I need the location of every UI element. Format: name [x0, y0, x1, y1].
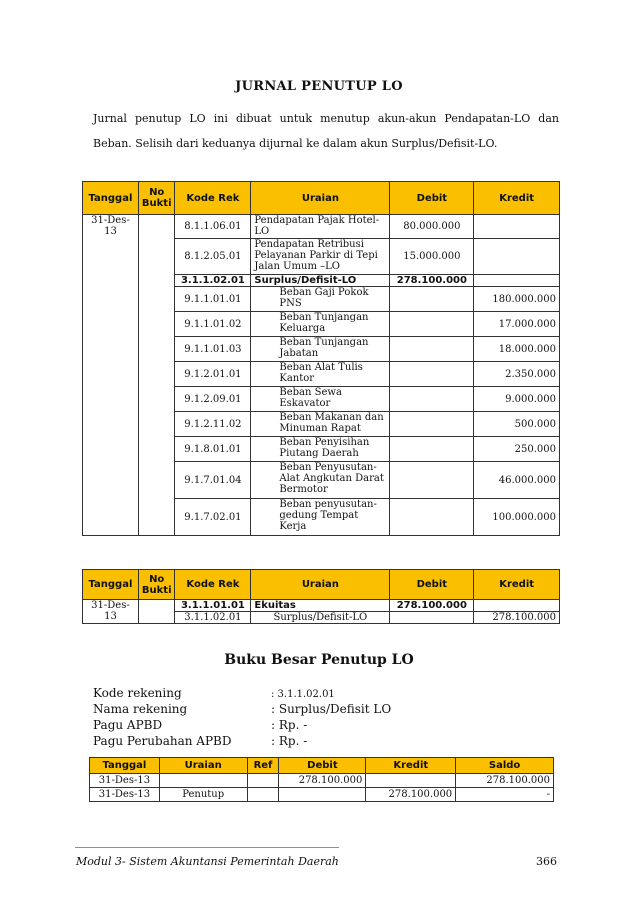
uraian-cell: Surplus/Defisit-LO	[251, 612, 390, 624]
ledger-info-nama	[93, 701, 391, 717]
uraian-cell: Beban Penyusutan-Alat Angkutan Darat Bermotor	[251, 462, 390, 499]
header-kredit: Kredit	[474, 182, 560, 215]
debit-cell	[390, 337, 474, 362]
debit-cell	[390, 499, 474, 536]
debit-cell: 278.100.000	[279, 774, 366, 788]
header-no-bukti: No Bukti	[138, 570, 175, 600]
debit-cell	[390, 437, 474, 462]
tanggal-cell: 31-Des-13	[90, 788, 160, 802]
table-row	[90, 788, 554, 802]
kredit-cell: 500.000	[474, 412, 560, 437]
uraian-cell: Surplus/Defisit-LO	[251, 275, 390, 287]
kredit-cell: 250.000	[474, 437, 560, 462]
saldo-cell: 278.100.000	[456, 774, 554, 788]
kode-cell: 9.1.8.01.01	[175, 437, 251, 462]
debit-cell: 80.000.000	[390, 215, 474, 239]
uraian-cell: Beban Tunjangan Jabatan	[251, 337, 390, 362]
table-row	[83, 600, 560, 612]
debit-cell	[390, 287, 474, 312]
header-tanggal: Tanggal	[90, 758, 160, 774]
header-kredit: Kredit	[366, 758, 456, 774]
header-kode-rek: Kode Rek	[175, 570, 251, 600]
kredit-cell	[474, 239, 560, 275]
debit-cell	[390, 462, 474, 499]
kredit-cell: 18.000.000	[474, 337, 560, 362]
debit-cell	[390, 412, 474, 437]
kode-cell: 9.1.7.01.04	[175, 462, 251, 499]
kode-cell: 3.1.1.02.01	[175, 275, 251, 287]
header-uraian: Uraian	[251, 570, 390, 600]
header-debit: Debit	[279, 758, 366, 774]
kode-cell: 9.1.2.01.01	[175, 362, 251, 387]
uraian-cell: Pendapatan Pajak Hotel-LO	[251, 215, 390, 239]
kode-cell: 3.1.1.01.01	[175, 600, 251, 612]
pagu-perubahan-label: Pagu Perubahan APBD	[93, 734, 232, 748]
header-uraian: Uraian	[159, 758, 247, 774]
header-tanggal: Tanggal	[83, 570, 139, 600]
kode-cell: 9.1.7.02.01	[175, 499, 251, 536]
kode-cell: 9.1.1.01.03	[175, 337, 251, 362]
ref-cell	[247, 774, 279, 788]
uraian-cell: Beban Makanan dan Minuman Rapat	[251, 412, 390, 437]
header-debit: Debit	[390, 570, 474, 600]
table-row	[90, 774, 554, 788]
uraian-cell: Beban Penyisihan Piutang Daerah	[251, 437, 390, 462]
page-number: 366	[536, 855, 557, 868]
kredit-cell: 278.100.000	[474, 612, 560, 624]
kredit-cell	[366, 774, 456, 788]
uraian-cell: Beban Sewa Eskavator	[251, 387, 390, 412]
kode-cell: 9.1.2.09.01	[175, 387, 251, 412]
kode-cell: 3.1.1.02.01	[175, 612, 251, 624]
journal-date: 31-Des-13	[83, 215, 139, 536]
intro-line-1: Jurnal penutup LO ini dibuat untuk menutup akun-akun Pendapatan-LO dan	[93, 112, 559, 125]
kredit-cell	[474, 275, 560, 287]
ledger-info-pagu	[93, 717, 307, 733]
table-row	[83, 215, 560, 239]
debit-cell: 278.100.000	[390, 275, 474, 287]
header-debit: Debit	[390, 182, 474, 215]
footer-divider	[75, 847, 339, 848]
equity-closing-table	[82, 569, 560, 624]
kode-cell: 8.1.2.05.01	[175, 239, 251, 275]
uraian-cell	[159, 774, 247, 788]
header-uraian: Uraian	[251, 182, 390, 215]
kode-cell: 8.1.1.06.01	[175, 215, 251, 239]
header-saldo: Saldo	[456, 758, 554, 774]
kredit-cell: 278.100.000	[366, 788, 456, 802]
kode-rekening-value: : 3.1.1.02.01	[271, 689, 335, 700]
nama-rekening-label: Nama rekening	[93, 702, 188, 716]
kredit-cell: 180.000.000	[474, 287, 560, 312]
closing-journal-table	[82, 181, 560, 536]
kode-cell: 9.1.1.01.01	[175, 287, 251, 312]
intro-paragraph	[93, 106, 559, 156]
debit-cell	[279, 788, 366, 802]
debit-cell: 15.000.000	[390, 239, 474, 275]
kredit-cell: 9.000.000	[474, 387, 560, 412]
kode-cell: 9.1.2.11.02	[175, 412, 251, 437]
uraian-cell: Beban Alat Tulis Kantor	[251, 362, 390, 387]
header-kredit: Kredit	[474, 570, 560, 600]
page-title: JURNAL PENUTUP LO	[235, 79, 403, 94]
ledger-table	[89, 757, 554, 802]
kredit-cell	[474, 600, 560, 612]
kode-cell: 9.1.1.01.02	[175, 312, 251, 337]
journal-date: 31-Des-13	[83, 600, 139, 624]
header-kode-rek: Kode Rek	[175, 182, 251, 215]
debit-cell: 278.100.000	[390, 600, 474, 612]
no-bukti-cell	[138, 600, 175, 624]
pagu-perubahan-value: : Rp. -	[271, 734, 308, 748]
header-ref: Ref	[247, 758, 279, 774]
saldo-cell: -	[456, 788, 554, 802]
intro-line-2: Beban. Selisih dari keduanya dijurnal ke dalam akun Surplus/Defisit-LO.	[93, 137, 498, 150]
debit-cell	[390, 312, 474, 337]
tanggal-cell: 31-Des-13	[90, 774, 160, 788]
uraian-cell: Penutup	[159, 788, 247, 802]
pagu-apbd-label: Pagu APBD	[93, 718, 163, 732]
uraian-cell: Beban penyusutan-gedung Tempat Kerja	[251, 499, 390, 536]
debit-cell	[390, 612, 474, 624]
kredit-cell	[474, 215, 560, 239]
footer-module-title: Modul 3- Sistem Akuntansi Pemerintah Daerah	[76, 855, 339, 868]
ledger-info-pagu-perubahan	[93, 733, 307, 749]
uraian-cell: Beban Gaji Pokok PNS	[251, 287, 390, 312]
header-tanggal: Tanggal	[83, 182, 139, 215]
uraian-cell: Ekuitas	[251, 600, 390, 612]
header-no-bukti: No Bukti	[138, 182, 175, 215]
ledger-title: Buku Besar Penutup LO	[224, 652, 414, 668]
debit-cell	[390, 362, 474, 387]
kredit-cell: 17.000.000	[474, 312, 560, 337]
nama-rekening-value: : Surplus/Defisit LO	[271, 702, 392, 716]
no-bukti-cell	[138, 215, 175, 536]
kredit-cell: 100.000.000	[474, 499, 560, 536]
pagu-apbd-value: : Rp. -	[271, 718, 308, 732]
debit-cell	[390, 387, 474, 412]
uraian-cell: Pendapatan Retribusi Pelayanan Parkir di Tepi Jalan Umum –LO	[251, 239, 390, 275]
uraian-cell: Beban Tunjangan Keluarga	[251, 312, 390, 337]
kode-rekening-label: Kode rekening	[93, 686, 182, 700]
kredit-cell: 46.000.000	[474, 462, 560, 499]
ref-cell	[247, 788, 279, 802]
kredit-cell: 2.350.000	[474, 362, 560, 387]
